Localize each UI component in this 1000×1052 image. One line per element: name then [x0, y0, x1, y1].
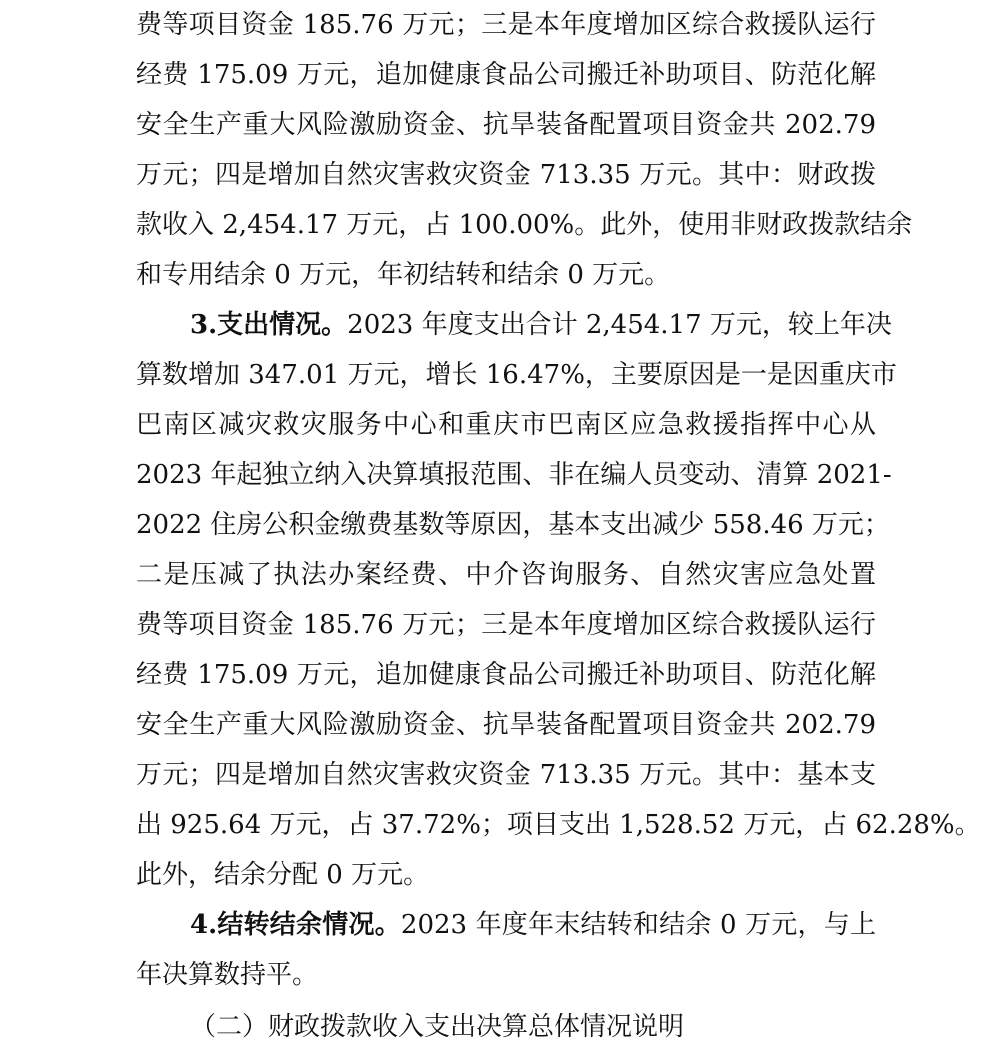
paragraph-line: 费等项目资金 185.76 万元；三是本年度增加区综合救援队运行: [136, 10, 876, 40]
paragraph-line: 年决算数持平。: [136, 960, 319, 990]
paragraph-line: 经费 175.09 万元，追加健康食品公司搬迁补助项目、防范化解: [136, 60, 876, 90]
paragraph-line: 经费 175.09 万元，追加健康食品公司搬迁补助项目、防范化解: [136, 660, 876, 690]
paragraph-line: 2022 住房公积金缴费基数等原因，基本支出减少 558.46 万元；: [136, 510, 890, 540]
paragraph-line: 和专用结余 0 万元，年初结转和结余 0 万元。: [136, 260, 671, 290]
paragraph-line: 出 925.64 万元，占 37.72%；项目支出 1,528.52 万元，占 62.28%。: [136, 810, 981, 840]
paragraph-line: 2023 年起独立纳入决算填报范围、非在编人员变动、清算 2021-: [136, 460, 892, 490]
paragraph-line: 万元；四是增加自然灾害救灾资金 713.35 万元。其中：基本支: [136, 760, 876, 790]
paragraph-line: 万元；四是增加自然灾害救灾资金 713.35 万元。其中：财政拨: [136, 160, 876, 190]
paragraph-line: 巴南区减灾救灾服务中心和重庆市巴南区应急救援指挥中心从: [136, 410, 876, 440]
subheading: （二）财政拨款收入支出决算总体情况说明: [190, 1012, 685, 1042]
section-4-title: 4.结转结余情况。: [190, 910, 401, 940]
paragraph-line: 款收入 2,454.17 万元，占 100.00%。此外，使用非财政拨款结余: [136, 210, 913, 240]
section-4-first-line: [136, 900, 876, 950]
paragraph-line: 二是压减了执法办案经费、中介咨询服务、自然灾害应急处置: [136, 560, 876, 590]
paragraph-line: 安全生产重大风险激励资金、抗旱装备配置项目资金共 202.79: [136, 110, 876, 140]
section-3-title: 3.支出情况。: [190, 310, 348, 340]
paragraph-line: 安全生产重大风险激励资金、抗旱装备配置项目资金共 202.79: [136, 710, 876, 740]
paragraph-line: 费等项目资金 185.76 万元；三是本年度增加区综合救援队运行: [136, 610, 876, 640]
paragraph-line: 算数增加 347.01 万元，增长 16.47%，主要原因是一是因重庆市: [136, 360, 897, 390]
paragraph-line: 此外，结余分配 0 万元。: [136, 860, 430, 890]
section-4-first-line-text: 2023 年度年末结转和结余 0 万元，与上: [400, 910, 876, 940]
section-3-first-line: [136, 300, 892, 350]
section-3-first-line-text: 2023 年度支出合计 2,454.17 万元，较上年决: [347, 310, 892, 340]
